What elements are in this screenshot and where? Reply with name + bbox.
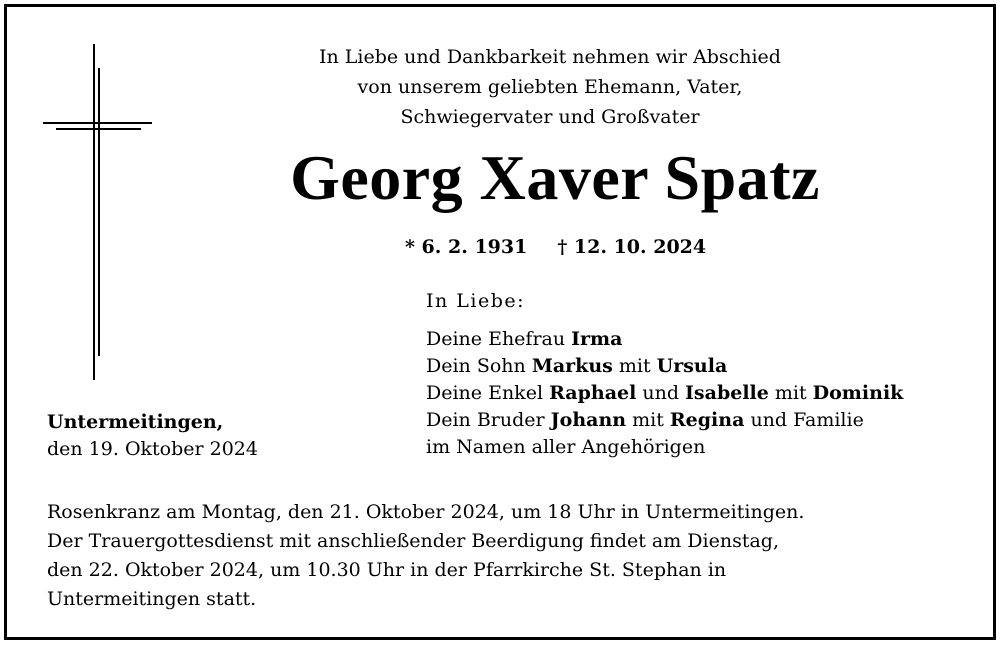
service-line: den 22. Oktober 2024, um 10.30 Uhr in der Pfarrkirche St. Stephan in xyxy=(47,559,727,581)
intro-line: In Liebe und Dankbarkeit nehmen wir Abschied xyxy=(319,46,781,68)
cross-icon xyxy=(40,40,160,385)
mourner-text: mit xyxy=(626,409,670,431)
birth-date: * 6. 2. 1931 xyxy=(405,236,528,258)
mourners-list xyxy=(426,326,903,461)
service-line: Rosenkranz am Montag, den 21. Oktober 2024, um 18 Uhr in Untermeitingen. xyxy=(47,501,805,523)
mourner-name: Ursula xyxy=(656,355,728,377)
service-line: Untermeitingen statt. xyxy=(47,588,257,610)
intro-line: Schwiegervater und Großvater xyxy=(400,106,700,128)
mourner-line xyxy=(426,380,903,407)
mourner-name: Irma xyxy=(571,328,623,350)
mourner-text: und Familie xyxy=(744,409,864,431)
place-date xyxy=(47,409,258,463)
mourner-text: mit xyxy=(768,382,813,404)
service-info xyxy=(47,498,804,614)
intro-line: von unserem geliebten Ehemann, Vater, xyxy=(357,76,743,98)
mourner-text: Dein Sohn xyxy=(426,355,532,377)
mourner-line xyxy=(426,353,903,380)
notice-date: den 19. Oktober 2024 xyxy=(47,438,258,460)
mourner-line xyxy=(426,326,903,353)
mourner-name: Johann xyxy=(550,409,627,431)
mourner-line xyxy=(426,434,903,461)
mourner-text: Deine Enkel xyxy=(426,382,550,404)
place-name: Untermeitingen, xyxy=(47,411,224,433)
life-dates xyxy=(405,236,706,258)
intro-text xyxy=(200,42,900,132)
mourner-text: Dein Bruder xyxy=(426,409,551,431)
mourner-name: Isabelle xyxy=(685,382,769,404)
mourner-text: im Namen aller Angehörigen xyxy=(426,436,706,458)
mourner-name: Raphael xyxy=(549,382,637,404)
death-date: † 12. 10. 2024 xyxy=(557,236,707,258)
mourner-text: und xyxy=(636,382,686,404)
mourner-text: mit xyxy=(612,355,657,377)
mourners-heading: In Liebe: xyxy=(426,290,526,312)
deceased-name: Georg Xaver Spatz xyxy=(290,142,820,213)
mourner-name: Dominik xyxy=(812,382,904,404)
mourner-text: Deine Ehefrau xyxy=(426,328,572,350)
mourner-name: Regina xyxy=(669,409,745,431)
service-line: Der Trauergottesdienst mit anschließender Beerdigung findet am Dienstag, xyxy=(47,530,780,552)
mourner-line xyxy=(426,407,903,434)
mourner-name: Markus xyxy=(531,355,613,377)
